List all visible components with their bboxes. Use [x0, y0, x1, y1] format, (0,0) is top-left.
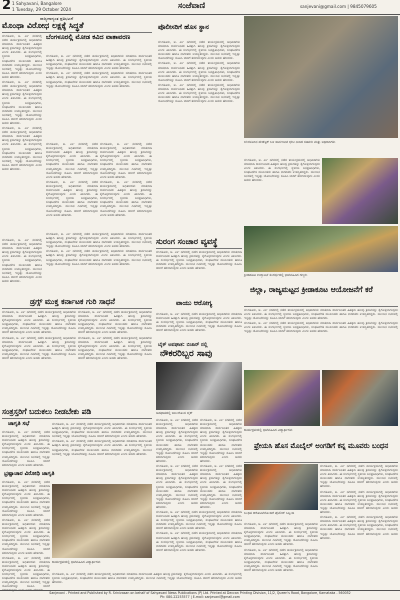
a8-body-2: ಬೆಂಗಳೂರು, ಅ. ೨೮- ನಗರದಲ್ಲಿ ನಡೆದ ಕಾರ್ಯಕ್ರಮದಲ್ಲಿ ಅಧಿಕಾರಿಗಳು ಮಾತನಾಡಿ ಸಾರ್ವಜನಿಕರ ಹಿತಕ್ಕಾಗಿ ಹಲವು ಕ್ರಮಗಳನ್ನು ಕೈಗೊಳ್ಳಲಾಗುವುದು ಎಂದು ತಿಳಿಸಿದರು. ಈ ಸಂದರ್ಭದಲ್ಲಿ ಸ್ಥಳೀಯ ಜನಪ್ರತಿನಿಧಿಗಳು, ಸಂಘಟನೆಗಳ ಮುಖಂಡರು ಹಾಗೂ ನಾಗರಿಕರು ಉಪಸ್ಥಿತರಿದ್ದರು. ಮುಂದಿನ ದಿನಗಳಲ್ಲಿ ಇನ್ನಷ್ಟು ಯೋಜನೆಗಳನ್ನು ರೂಪಿಸಿ ಜಾರಿಗೆ ತರಲಾಗುವುದು ಎಂದು ಅವರು ಹೇಳಿದರು. ಬೆಂಗಳೂರು, ಅ. ೨೮- ನಗರದಲ್ಲಿ ನಡೆದ ಕಾರ್ಯಕ್ರಮದಲ್ಲಿ ಅಧಿಕಾರಿಗಳು ಮಾತನಾಡಿ ಸಾರ್ವಜನಿಕರ ಹಿತಕ್ಕಾಗಿ ಹಲವು ಕ್ರಮಗಳನ್ನು ಕೈಗೊಳ್ಳಲಾಗುವುದು ಎಂದು ತಿಳಿಸಿದರು. ಈ ಸಂದರ್ಭದಲ್ಲಿ ಸ್ಥಳೀಯ ಜನಪ್ರತಿನಿಧಿಗಳು, ಸಂಘಟನೆಗಳ ಮುಖಂಡರು ಹಾಗೂ ನಾಗರಿಕರು ಉಪಸ್ಥಿತರಿದ್ದರು. ಮುಂದಿನ ದಿನಗಳಲ್ಲಿ ಇನ್ನಷ್ಟು ಯೋಜನೆಗಳನ್ನು ರೂಪಿಸಿ ಜಾರಿಗೆ ತರಲಾಗುವುದು ಎಂದು ಅವರು ಹೇಳಿದರು. — [200, 418, 242, 509]
page-header — [0, 0, 400, 15]
caption-accident: ಅಪಘಾತದಲ್ಲಿ ಜಖಂಗೊಂಡ ಬೈಕ್ — [156, 411, 193, 415]
footer-imprint: Sanjevani - Printed and Published by R. Srinivasan on behalf of Sahyavani News Publications (P) Ltd. Printed at Deccan Printing Division, 11/2, Queen's Road, Bangalore, Karnataka - 560052 — [49, 591, 351, 595]
caption-arrest: ಬಂಧಿತ ಆರೋಪಿಗಳೊಂದಿಗೆ ಪೊಲೀಸ್ ಸಿಬ್ಬಂದಿ — [244, 511, 295, 515]
news-photo-event — [244, 370, 320, 426]
a2-body: ಬೆಂಗಳೂರು, ಅ. ೨೮- ನಗರದಲ್ಲಿ ನಡೆದ ಕಾರ್ಯಕ್ರಮದಲ್ಲಿ ಅಧಿಕಾರಿಗಳು ಮಾತನಾಡಿ ಸಾರ್ವಜನಿಕರ ಹಿತಕ್ಕಾಗಿ ಹಲವು ಕ್ರಮಗಳನ್ನು ಕೈಗೊಳ್ಳಲಾಗುವುದು ಎಂದು ತಿಳಿಸಿದರು. ಈ ಸಂದರ್ಭದಲ್ಲಿ ಸ್ಥಳೀಯ ಜನಪ್ರತಿನಿಧಿಗಳು, ಸಂಘಟನೆಗಳ ಮುಖಂಡರು ಹಾಗೂ ನಾಗರಿಕರು ಉಪಸ್ಥಿತರಿದ್ದರು. ಮುಂದಿನ ದಿನಗಳಲ್ಲಿ ಇನ್ನಷ್ಟು ಯೋಜನೆಗಳನ್ನು ರೂಪಿಸಿ ಜಾರಿಗೆ ತರಲಾಗುವುದು ಎಂದು ಅವರು ಹೇಳಿದರು. ಬೆಂಗಳೂರು, ಅ. ೨೮- ನಗರದಲ್ಲಿ ನಡೆದ ಕಾರ್ಯಕ್ರಮದಲ್ಲಿ ಅಧಿಕಾರಿಗಳು ಮಾತನಾಡಿ ಸಾರ್ವಜನಿಕರ ಹಿತಕ್ಕಾಗಿ ಹಲವು ಕ್ರಮಗಳನ್ನು ಕೈಗೊಳ್ಳಲಾಗುವುದು ಎಂದು ತಿಳಿಸಿದರು. ಈ ಸಂದರ್ಭದಲ್ಲಿ ಸ್ಥಳೀಯ ಜನಪ್ರತಿನಿಧಿಗಳು, ಸಂಘಟನೆಗಳ ಮುಖಂಡರು ಹಾಗೂ ನಾಗರಿಕರು ಉಪಸ್ಥಿತರಿದ್ದರು. ಮುಂದಿನ ದಿನಗಳಲ್ಲಿ ಇನ್ನಷ್ಟು ಯೋಜನೆಗಳನ್ನು ರೂಪಿಸಿ ಜಾರಿಗೆ ತರಲಾಗುವುದು ಎಂದು ಅವರು ಹೇಳಿದರು. — [46, 54, 152, 88]
caption-event: ಕಾರ್ಯಕ್ರಮದಲ್ಲಿ ಭಾಗವಹಿಸಿದ ವಿದ್ಯಾರ್ಥಿಗಳು — [244, 428, 293, 432]
a11-body: ಬೆಂಗಳೂರು, ಅ. ೨೮- ನಗರದಲ್ಲಿ ನಡೆದ ಕಾರ್ಯಕ್ರಮದಲ್ಲಿ ಅಧಿಕಾರಿಗಳು ಮಾತನಾಡಿ ಸಾರ್ವಜನಿಕರ ಹಿತಕ್ಕಾಗಿ ಹಲವು ಕ್ರಮಗಳನ್ನು ಕೈಗೊಳ್ಳಲಾಗುವುದು ಎಂದು ತಿಳಿಸಿದರು. ಈ ಸಂದರ್ಭದಲ್ಲಿ ಸ್ಥಳೀಯ ಜನಪ್ರತಿನಿಧಿಗಳು, ಸಂಘಟನೆಗಳ ಮುಖಂಡರು ಹಾಗೂ ನಾಗರಿಕರು ಉಪಸ್ಥಿತರಿದ್ದರು. ಮುಂದಿನ ದಿನಗಳಲ್ಲಿ ಇನ್ನಷ್ಟು ಯೋಜನೆಗಳನ್ನು ರೂಪಿಸಿ ಜಾರಿಗೆ ತರಲಾಗುವುದು ಎಂದು ಅವರು ಹೇಳಿದರು. ಬೆಂಗಳೂರು, ಅ. ೨೮- ನಗರದಲ್ಲಿ ನಡೆದ ಕಾರ್ಯಕ್ರಮದಲ್ಲಿ ಅಧಿಕಾರಿಗಳು ಮಾತನಾಡಿ ಸಾರ್ವಜನಿಕರ ಹಿತಕ್ಕಾಗಿ ಹಲವು ಕ್ರಮಗಳನ್ನು ಕೈಗೊಳ್ಳಲಾಗುವುದು ಎಂದು ತಿಳಿಸಿದರು. ಈ ಸಂದರ್ಭದಲ್ಲಿ ಸ್ಥಳೀಯ ಜನಪ್ರತಿನಿಧಿಗಳು, ಸಂಘಟನೆಗಳ ಮುಖಂಡರು ಹಾಗೂ ನಾಗರಿಕರು ಉಪಸ್ಥಿತರಿದ್ದರು. ಮುಂದಿನ ದಿನಗಳಲ್ಲಿ ಇನ್ನಷ್ಟು ಯೋಜನೆಗಳನ್ನು ರೂಪಿಸಿ ಜಾರಿಗೆ ತರಲಾಗುವುದು ಎಂದು ಅವರು ಹೇಳಿದರು. ಬೆಂಗಳೂರು, ಅ. ೨೮- ನಗರದಲ್ಲಿ ನಡೆದ ಕಾರ್ಯಕ್ರಮದಲ್ಲಿ ಅಧಿಕಾರಿಗಳು ಮಾತನಾಡಿ ಸಾರ್ವಜನಿಕರ ಹಿತಕ್ಕಾಗಿ ಹಲವು ಕ್ರಮಗಳನ್ನು ಕೈಗೊಳ್ಳಲಾಗುವುದು ಎಂದು ತಿಳಿಸಿದರು. ಈ ಸಂದರ್ಭದಲ್ಲಿ ಸ್ಥಳೀಯ ಜನಪ್ರತಿನಿಧಿಗಳು, ಸಂಘಟನೆಗಳ ಮುಖಂಡರು ಹಾಗೂ ನಾಗರಿಕರು ಉಪಸ್ಥಿತರಿದ್ದರು. ಮುಂದಿನ ದಿನಗಳಲ್ಲಿ ಇನ್ನಷ್ಟು ಯೋಜನೆಗಳನ್ನು ರೂಪಿಸಿ ಜಾರಿಗೆ ತರಲಾಗುವುದು ಎಂದು ಅವರು ಹೇಳಿದರು. — [2, 480, 50, 593]
a12-headline: ಫ್ರೇಯಸಿ ಹೊಸ ಮೊಬೈಲ್ ಅಂಗಡಿಗೆ ಕನ್ನ ಮೂವರು ಬಂಧನ — [254, 442, 389, 450]
a1-body-col1: ಬೆಂಗಳೂರು, ಅ. ೨೮- ನಗರದಲ್ಲಿ ನಡೆದ ಕಾರ್ಯಕ್ರಮದಲ್ಲಿ ಅಧಿಕಾರಿಗಳು ಮಾತನಾಡಿ ಸಾರ್ವಜನಿಕರ ಹಿತಕ್ಕಾಗಿ ಹಲವು ಕ್ರಮಗಳನ್ನು ಕೈಗೊಳ್ಳಲಾಗುವುದು ಎಂದು ತಿಳಿಸಿದರು. ಈ ಸಂದರ್ಭದಲ್ಲಿ ಸ್ಥಳೀಯ ಜನಪ್ರತಿನಿಧಿಗಳು, ಸಂಘಟನೆಗಳ ಮುಖಂಡರು ಹಾಗೂ ನಾಗರಿಕರು ಉಪಸ್ಥಿತರಿದ್ದರು. ಮುಂದಿನ ದಿನಗಳಲ್ಲಿ ಇನ್ನಷ್ಟು ಯೋಜನೆಗಳನ್ನು ರೂಪಿಸಿ ಜಾರಿಗೆ ತರಲಾಗುವುದು ಎಂದು ಅವರು ಹೇಳಿದರು. ಬೆಂಗಳೂರು, ಅ. ೨೮- ನಗರದಲ್ಲಿ ನಡೆದ ಕಾರ್ಯಕ್ರಮದಲ್ಲಿ ಅಧಿಕಾರಿಗಳು ಮಾತನಾಡಿ ಸಾರ್ವಜನಿಕರ ಹಿತಕ್ಕಾಗಿ ಹಲವು ಕ್ರಮಗಳನ್ನು ಕೈಗೊಳ್ಳಲಾಗುವುದು ಎಂದು ತಿಳಿಸಿದರು. ಈ ಸಂದರ್ಭದಲ್ಲಿ ಸ್ಥಳೀಯ ಜನಪ್ರತಿನಿಧಿಗಳು, ಸಂಘಟನೆಗಳ ಮುಖಂಡರು ಹಾಗೂ ನಾಗರಿಕರು ಉಪಸ್ಥಿತರಿದ್ದರು. ಮುಂದಿನ ದಿನಗಳಲ್ಲಿ ಇನ್ನಷ್ಟು ಯೋಜನೆಗಳನ್ನು ರೂಪಿಸಿ ಜಾರಿಗೆ ತರಲಾಗುವುದು ಎಂದು ಅವರು ಹೇಳಿದರು. ಬೆಂಗಳೂರು, ಅ. ೨೮- ನಗರದಲ್ಲಿ ನಡೆದ ಕಾರ್ಯಕ್ರಮದಲ್ಲಿ ಅಧಿಕಾರಿಗಳು ಮಾತನಾಡಿ ಸಾರ್ವಜನಿಕರ ಹಿತಕ್ಕಾಗಿ ಹಲವು ಕ್ರಮಗಳನ್ನು ಕೈಗೊಳ್ಳಲಾಗುವುದು ಎಂದು ತಿಳಿಸಿದರು. ಈ ಸಂದರ್ಭದಲ್ಲಿ ಸ್ಥಳೀಯ ಜನಪ್ರತಿನಿಧಿಗಳು, ಸಂಘಟನೆಗಳ ಮುಖಂಡರು ಹಾಗೂ ನಾಗರಿಕರು ಉಪಸ್ಥಿತರಿದ್ದರು. ಮುಂದಿನ ದಿನಗಳಲ್ಲಿ ಇನ್ನಷ್ಟು ಯೋಜನೆಗಳನ್ನು ರೂಪಿಸಿ ಜಾರಿಗೆ ತರಲಾಗುವುದು ಎಂದು ಅವರು ಹೇಳಿದರು. — [2, 34, 42, 171]
a3-body: ಬೆಂಗಳೂರು, ಅ. ೨೮- ನಗರದಲ್ಲಿ ನಡೆದ ಕಾರ್ಯಕ್ರಮದಲ್ಲಿ ಅಧಿಕಾರಿಗಳು ಮಾತನಾಡಿ ಸಾರ್ವಜನಿಕರ ಹಿತಕ್ಕಾಗಿ ಹಲವು ಕ್ರಮಗಳನ್ನು ಕೈಗೊಳ್ಳಲಾಗುವುದು ಎಂದು ತಿಳಿಸಿದರು. ಈ ಸಂದರ್ಭದಲ್ಲಿ ಸ್ಥಳೀಯ ಜನಪ್ರತಿನಿಧಿಗಳು, ಸಂಘಟನೆಗಳ ಮುಖಂಡರು ಹಾಗೂ ನಾಗರಿಕರು ಉಪಸ್ಥಿತರಿದ್ದರು. ಮುಂದಿನ ದಿನಗಳಲ್ಲಿ ಇನ್ನಷ್ಟು ಯೋಜನೆಗಳನ್ನು ರೂಪಿಸಿ ಜಾರಿಗೆ ತರಲಾಗುವುದು ಎಂದು ಅವರು ಹೇಳಿದರು. ಬೆಂಗಳೂರು, ಅ. ೨೮- ನಗರದಲ್ಲಿ ನಡೆದ ಕಾರ್ಯಕ್ರಮದಲ್ಲಿ ಅಧಿಕಾರಿಗಳು ಮಾತನಾಡಿ ಸಾರ್ವಜನಿಕರ ಹಿತಕ್ಕಾಗಿ ಹಲವು ಕ್ರಮಗಳನ್ನು ಕೈಗೊಳ್ಳಲಾಗುವುದು ಎಂದು ತಿಳಿಸಿದರು. ಈ ಸಂದರ್ಭದಲ್ಲಿ ಸ್ಥಳೀಯ ಜನಪ್ರತಿನಿಧಿಗಳು, ಸಂಘಟನೆಗಳ ಮುಖಂಡರು ಹಾಗೂ ನಾಗರಿಕರು ಉಪಸ್ಥಿತರಿದ್ದರು. ಮುಂದಿನ ದಿನಗಳಲ್ಲಿ ಇನ್ನಷ್ಟು ಯೋಜನೆಗಳನ್ನು ರೂಪಿಸಿ ಜಾರಿಗೆ ತರಲಾಗುವುದು ಎಂದು ಅವರು ಹೇಳಿದರು. ಬೆಂಗಳೂರು, ಅ. ೨೮- ನಗರದಲ್ಲಿ ನಡೆದ ಕಾರ್ಯಕ್ರಮದಲ್ಲಿ ಅಧಿಕಾರಿಗಳು ಮಾತನಾಡಿ ಸಾರ್ವಜನಿಕರ ಹಿತಕ್ಕಾಗಿ ಹಲವು ಕ್ರಮಗಳನ್ನು ಕೈಗೊಳ್ಳಲಾಗುವುದು ಎಂದು ತಿಳಿಸಿದರು. ಈ ಸಂದರ್ಭದಲ್ಲಿ ಸ್ಥಳೀಯ ಜನಪ್ರತಿನಿಧಿಗಳು, ಸಂಘಟನೆಗಳ ಮುಖಂಡರು ಹಾಗೂ ನಾಗರಿಕರು ಉಪಸ್ಥಿತರಿದ್ದರು. ಮುಂದಿನ ದಿನಗಳಲ್ಲಿ ಇನ್ನಷ್ಟು ಯೋಜನೆಗಳನ್ನು ರೂಪಿಸಿ ಜಾರಿಗೆ ತರಲಾಗುವುದು ಎಂದು ಅವರು ಹೇಳಿದರು. — [158, 40, 240, 104]
a4-headline: ಸುರಂಗ ಸಂಚಾರ ವ್ಯವಸ್ಥೆ — [156, 237, 218, 246]
date-line: 1 Sahyavani, Bangalore — [12, 1, 62, 6]
news-photo-students — [52, 484, 152, 558]
caption-sports: ಕ್ರೀಡಾಕೂಟ ಉದ್ಘಾಟನೆ ಸಂದರ್ಭದಲ್ಲಿ ಭಾಗವಹಿಸಿದ ಗಣ್ಯರು — [244, 273, 308, 277]
news-photo-side — [322, 158, 398, 224]
a7-body: ಬೆಂಗಳೂರು, ಅ. ೨೮- ನಗರದಲ್ಲಿ ನಡೆದ ಕಾರ್ಯಕ್ರಮದಲ್ಲಿ ಅಧಿಕಾರಿಗಳು ಮಾತನಾಡಿ ಸಾರ್ವಜನಿಕರ ಹಿತಕ್ಕಾಗಿ ಹಲವು ಕ್ರಮಗಳನ್ನು ಕೈಗೊಳ್ಳಲಾಗುವುದು ಎಂದು ತಿಳಿಸಿದರು. ಈ ಸಂದರ್ಭದಲ್ಲಿ ಸ್ಥಳೀಯ ಜನಪ್ರತಿನಿಧಿಗಳು, ಸಂಘಟನೆಗಳ ಮುಖಂಡರು ಹಾಗೂ ನಾಗರಿಕರು ಉಪಸ್ಥಿತರಿದ್ದರು. ಮುಂದಿನ ದಿನಗಳಲ್ಲಿ ಇನ್ನಷ್ಟು ಯೋಜನೆಗಳನ್ನು ರೂಪಿಸಿ ಜಾರಿಗೆ ತರಲಾಗುವುದು ಎಂದು ಅವರು ಹೇಳಿದರು. — [156, 312, 242, 333]
a11-headline: ಭ್ರಷ್ಟಾಚಾರ ವಿರೋಧಿ ಜಾಗೃತಿ — [4, 471, 55, 477]
a9-headline: ಸಂತ್ರಸ್ತರಿಗೆ ಬದುಕಲು ನೀಡಬೇಕು ಪಡಿ — [2, 407, 92, 416]
a7-headline: ವಾಯು ಆರೋಗ್ಯ — [176, 299, 213, 307]
a3-body-right: ಬೆಂಗಳೂರು, ಅ. ೨೮- ನಗರದಲ್ಲಿ ನಡೆದ ಕಾರ್ಯಕ್ರಮದಲ್ಲಿ ಅಧಿಕಾರಿಗಳು ಮಾತನಾಡಿ ಸಾರ್ವಜನಿಕರ ಹಿತಕ್ಕಾಗಿ ಹಲವು ಕ್ರಮಗಳನ್ನು ಕೈಗೊಳ್ಳಲಾಗುವುದು ಎಂದು ತಿಳಿಸಿದರು. ಈ ಸಂದರ್ಭದಲ್ಲಿ ಸ್ಥಳೀಯ ಜನಪ್ರತಿನಿಧಿಗಳು, ಸಂಘಟನೆಗಳ ಮುಖಂಡರು ಹಾಗೂ ನಾಗರಿಕರು ಉಪಸ್ಥಿತರಿದ್ದರು. ಮುಂದಿನ ದಿನಗಳಲ್ಲಿ ಇನ್ನಷ್ಟು ಯೋಜನೆಗಳನ್ನು ರೂಪಿಸಿ ಜಾರಿಗೆ ತರಲಾಗುವುದು ಎಂದು ಅವರು ಹೇಳಿದರು. — [244, 158, 320, 183]
news-photo-event-2 — [322, 370, 398, 426]
divider — [2, 418, 152, 419]
a2-body-cont: ಬೆಂಗಳೂರು, ಅ. ೨೮- ನಗರದಲ್ಲಿ ನಡೆದ ಕಾರ್ಯಕ್ರಮದಲ್ಲಿ ಅಧಿಕಾರಿಗಳು ಮಾತನಾಡಿ ಸಾರ್ವಜನಿಕರ ಹಿತಕ್ಕಾಗಿ ಹಲವು ಕ್ರಮಗಳನ್ನು ಕೈಗೊಳ್ಳಲಾಗುವುದು ಎಂದು ತಿಳಿಸಿದರು. ಈ ಸಂದರ್ಭದಲ್ಲಿ ಸ್ಥಳೀಯ ಜನಪ್ರತಿನಿಧಿಗಳು, ಸಂಘಟನೆಗಳ ಮುಖಂಡರು ಹಾಗೂ ನಾಗರಿಕರು ಉಪಸ್ಥಿತರಿದ್ದರು. ಮುಂದಿನ ದಿನಗಳಲ್ಲಿ ಇನ್ನಷ್ಟು ಯೋಜನೆಗಳನ್ನು ರೂಪಿಸಿ ಜಾರಿಗೆ ತರಲಾಗುವುದು ಎಂದು ಅವರು ಹೇಳಿದರು. ಬೆಂಗಳೂರು, ಅ. ೨೮- ನಗರದಲ್ಲಿ ನಡೆದ ಕಾರ್ಯಕ್ರಮದಲ್ಲಿ ಅಧಿಕಾರಿಗಳು ಮಾತನಾಡಿ ಸಾರ್ವಜನಿಕರ ಹಿತಕ್ಕಾಗಿ ಹಲವು ಕ್ರಮಗಳನ್ನು ಕೈಗೊಳ್ಳಲಾಗುವುದು ಎಂದು ತಿಳಿಸಿದರು. ಈ ಸಂದರ್ಭದಲ್ಲಿ ಸ್ಥಳೀಯ ಜನಪ್ರತಿನಿಧಿಗಳು, ಸಂಘಟನೆಗಳ ಮುಖಂಡರು ಹಾಗೂ ನಾಗರಿಕರು ಉಪಸ್ಥಿತರಿದ್ದರು. ಮುಂದಿನ ದಿನಗಳಲ್ಲಿ ಇನ್ನಷ್ಟು ಯೋಜನೆಗಳನ್ನು ರೂಪಿಸಿ ಜಾರಿಗೆ ತರಲಾಗುವುದು ಎಂದು ಅವರು ಹೇಳಿದರು. — [46, 142, 98, 217]
masthead: ಸಂಜೆವಾಣಿ — [178, 1, 206, 10]
a8-body-cont: ಬೆಂಗಳೂರು, ಅ. ೨೮- ನಗರದಲ್ಲಿ ನಡೆದ ಕಾರ್ಯಕ್ರಮದಲ್ಲಿ ಅಧಿಕಾರಿಗಳು ಮಾತನಾಡಿ ಸಾರ್ವಜನಿಕರ ಹಿತಕ್ಕಾಗಿ ಹಲವು ಕ್ರಮಗಳನ್ನು ಕೈಗೊಳ್ಳಲಾಗುವುದು ಎಂದು ತಿಳಿಸಿದರು. ಈ ಸಂದರ್ಭದಲ್ಲಿ ಸ್ಥಳೀಯ ಜನಪ್ರತಿನಿಧಿಗಳು, ಸಂಘಟನೆಗಳ ಮುಖಂಡರು ಹಾಗೂ ನಾಗರಿಕರು ಉಪಸ್ಥಿತರಿದ್ದರು. ಮುಂದಿನ ದಿನಗಳಲ್ಲಿ ಇನ್ನಷ್ಟು ಯೋಜನೆಗಳನ್ನು ರೂಪಿಸಿ ಜಾರಿಗೆ ತರಲಾಗುವುದು ಎಂದು ಅವರು ಹೇಳಿದರು. ಬೆಂಗಳೂರು, ಅ. ೨೮- ನಗರದಲ್ಲಿ ನಡೆದ ಕಾರ್ಯಕ್ರಮದಲ್ಲಿ ಅಧಿಕಾರಿಗಳು ಮಾತನಾಡಿ ಸಾರ್ವಜನಿಕರ ಹಿತಕ್ಕಾಗಿ ಹಲವು ಕ್ರಮಗಳನ್ನು ಕೈಗೊಳ್ಳಲಾಗುವುದು ಎಂದು ತಿಳಿಸಿದರು. ಈ ಸಂದರ್ಭದಲ್ಲಿ ಸ್ಥಳೀಯ ಜನಪ್ರತಿನಿಧಿಗಳು, ಸಂಘಟನೆಗಳ ಮುಖಂಡರು ಹಾಗೂ ನಾಗರಿಕರು ಉಪಸ್ಥಿತರಿದ್ದರು. ಮುಂದಿನ ದಿನಗಳಲ್ಲಿ ಇನ್ನಷ್ಟು ಯೋಜನೆಗಳನ್ನು ರೂಪಿಸಿ ಜಾರಿಗೆ ತರಲಾಗುವುದು ಎಂದು ಅವರು ಹೇಳಿದರು. — [156, 510, 242, 552]
caption-top: ಬೆಂಗಳೂರಿನ ಮೆಜೆಸ್ಟಿಕ್ ಬಳಿ ಸಾರ್ವಜನಿಕ ಭೇಟಿ ನೀಡಿದ ಸಚಿವರು ಮತ್ತು ಅಧಿಕಾರಿಗಳು — [244, 140, 336, 144]
a2-headline: ಬೆಂಗಳೂರಲ್ಲಿ ಮೋಡ ಕವಿದ ವಾತಾವರಣ — [46, 33, 131, 41]
a8-body: ಬೆಂಗಳೂರು, ಅ. ೨೮- ನಗರದಲ್ಲಿ ನಡೆದ ಕಾರ್ಯಕ್ರಮದಲ್ಲಿ ಅಧಿಕಾರಿಗಳು ಮಾತನಾಡಿ ಸಾರ್ವಜನಿಕರ ಹಿತಕ್ಕಾಗಿ ಹಲವು ಕ್ರಮಗಳನ್ನು ಕೈಗೊಳ್ಳಲಾಗುವುದು ಎಂದು ತಿಳಿಸಿದರು. ಈ ಸಂದರ್ಭದಲ್ಲಿ ಸ್ಥಳೀಯ ಜನಪ್ರತಿನಿಧಿಗಳು, ಸಂಘಟನೆಗಳ ಮುಖಂಡರು ಹಾಗೂ ನಾಗರಿಕರು ಉಪಸ್ಥಿತರಿದ್ದರು. ಮುಂದಿನ ದಿನಗಳಲ್ಲಿ ಇನ್ನಷ್ಟು ಯೋಜನೆಗಳನ್ನು ರೂಪಿಸಿ ಜಾರಿಗೆ ತರಲಾಗುವುದು ಎಂದು ಅವರು ಹೇಳಿದರು. ಬೆಂಗಳೂರು, ಅ. ೨೮- ನಗರದಲ್ಲಿ ನಡೆದ ಕಾರ್ಯಕ್ರಮದಲ್ಲಿ ಅಧಿಕಾರಿಗಳು ಮಾತನಾಡಿ ಸಾರ್ವಜನಿಕರ ಹಿತಕ್ಕಾಗಿ ಹಲವು ಕ್ರಮಗಳನ್ನು ಕೈಗೊಳ್ಳಲಾಗುವುದು ಎಂದು ತಿಳಿಸಿದರು. ಈ ಸಂದರ್ಭದಲ್ಲಿ ಸ್ಥಳೀಯ ಜನಪ್ರತಿನಿಧಿಗಳು, ಸಂಘಟನೆಗಳ ಮುಖಂಡರು ಹಾಗೂ ನಾಗರಿಕರು ಉಪಸ್ಥಿತರಿದ್ದರು. ಮುಂದಿನ ದಿನಗಳಲ್ಲಿ ಇನ್ನಷ್ಟು ಯೋಜನೆಗಳನ್ನು ರೂಪಿಸಿ ಜಾರಿಗೆ ತರಲಾಗುವುದು ಎಂದು ಅವರು ಹೇಳಿದರು. — [156, 418, 198, 509]
a1-kicker: ರಾಜ್ಯದಾದ್ಯಂತ ಪ್ರತಿಭಟನೆ — [40, 16, 74, 21]
caption-students: ಕಾರ್ಯಕ್ರಮದಲ್ಲಿ ಭಾಗವಹಿಸಿದ ವಿದ್ಯಾರ್ಥಿಗಳು — [52, 560, 101, 564]
news-photo-top — [244, 16, 398, 138]
a1-body-cont: ಬೆಂಗಳೂರು, ಅ. ೨೮- ನಗರದಲ್ಲಿ ನಡೆದ ಕಾರ್ಯಕ್ರಮದಲ್ಲಿ ಅಧಿಕಾರಿಗಳು ಮಾತನಾಡಿ ಸಾರ್ವಜನಿಕರ ಹಿತಕ್ಕಾಗಿ ಹಲವು ಕ್ರಮಗಳನ್ನು ಕೈಗೊಳ್ಳಲಾಗುವುದು ಎಂದು ತಿಳಿಸಿದರು. ಈ ಸಂದರ್ಭದಲ್ಲಿ ಸ್ಥಳೀಯ ಜನಪ್ರತಿನಿಧಿಗಳು, ಸಂಘಟನೆಗಳ ಮುಖಂಡರು ಹಾಗೂ ನಾಗರಿಕರು ಉಪಸ್ಥಿತರಿದ್ದರು. ಮುಂದಿನ ದಿನಗಳಲ್ಲಿ ಇನ್ನಷ್ಟು ಯೋಜನೆಗಳನ್ನು ರೂಪಿಸಿ ಜಾರಿಗೆ ತರಲಾಗುವುದು ಎಂದು ಅವರು ಹೇಳಿದರು. — [2, 238, 42, 283]
a8-headline: ನೌಕರರಿಬ್ಬರ ಸಾವು — [160, 349, 213, 359]
a10-headline: ಜಾಗೃತಿ ಸಭೆ — [8, 421, 30, 427]
a1-headline: ಮೊಂಥಾ ವಿರೋಧ ಲಕ್ಷಕ್ಕೆ ಸಿದ್ಧತೆ — [2, 21, 84, 30]
a12-body: ಬೆಂಗಳೂರು, ಅ. ೨೮- ನಗರದಲ್ಲಿ ನಡೆದ ಕಾರ್ಯಕ್ರಮದಲ್ಲಿ ಅಧಿಕಾರಿಗಳು ಮಾತನಾಡಿ ಸಾರ್ವಜನಿಕರ ಹಿತಕ್ಕಾಗಿ ಹಲವು ಕ್ರಮಗಳನ್ನು ಕೈಗೊಳ್ಳಲಾಗುವುದು ಎಂದು ತಿಳಿಸಿದರು. ಈ ಸಂದರ್ಭದಲ್ಲಿ ಸ್ಥಳೀಯ ಜನಪ್ರತಿನಿಧಿಗಳು, ಸಂಘಟನೆಗಳ ಮುಖಂಡರು ಹಾಗೂ ನಾಗರಿಕರು ಉಪಸ್ಥಿತರಿದ್ದರು. ಮುಂದಿನ ದಿನಗಳಲ್ಲಿ ಇನ್ನಷ್ಟು ಯೋಜನೆಗಳನ್ನು ರೂಪಿಸಿ ಜಾರಿಗೆ ತರಲಾಗುವುದು ಎಂದು ಅವರು ಹೇಳಿದರು. ಬೆಂಗಳೂರು, ಅ. ೨೮- ನಗರದಲ್ಲಿ ನಡೆದ ಕಾರ್ಯಕ್ರಮದಲ್ಲಿ ಅಧಿಕಾರಿಗಳು ಮಾತನಾಡಿ ಸಾರ್ವಜನಿಕರ ಹಿತಕ್ಕಾಗಿ ಹಲವು ಕ್ರಮಗಳನ್ನು ಕೈಗೊಳ್ಳಲಾಗುವುದು ಎಂದು ತಿಳಿಸಿದರು. ಈ ಸಂದರ್ಭದಲ್ಲಿ ಸ್ಥಳೀಯ ಜನಪ್ರತಿನಿಧಿಗಳು, ಸಂಘಟನೆಗಳ ಮುಖಂಡರು ಹಾಗೂ ನಾಗರಿಕರು ಉಪಸ್ಥಿತರಿದ್ದರು. ಮುಂದಿನ ದಿನಗಳಲ್ಲಿ ಇನ್ನಷ್ಟು ಯೋಜನೆಗಳನ್ನು ರೂಪಿಸಿ ಜಾರಿಗೆ ತರಲಾಗುವುದು ಎಂದು ಅವರು ಹೇಳಿದರು. — [244, 522, 318, 573]
divider — [2, 308, 152, 309]
a9-body-cont: ಬೆಂಗಳೂರು, ಅ. ೨೮- ನಗರದಲ್ಲಿ ನಡೆದ ಕಾರ್ಯಕ್ರಮದಲ್ಲಿ ಅಧಿಕಾರಿಗಳು ಮಾತನಾಡಿ ಸಾರ್ವಜನಿಕರ ಹಿತಕ್ಕಾಗಿ ಹಲವು ಕ್ರಮಗಳನ್ನು ಕೈಗೊಳ್ಳಲಾಗುವುದು ಎಂದು ತಿಳಿಸಿದರು. ಈ ಸಂದರ್ಭದಲ್ಲಿ ಸ್ಥಳೀಯ ಜನಪ್ರತಿನಿಧಿಗಳು, ಸಂಘಟನೆಗಳ ಮುಖಂಡರು ಹಾಗೂ ನಾಗರಿಕರು ಉಪಸ್ಥಿತರಿದ್ದರು. ಮುಂದಿನ ದಿನಗಳಲ್ಲಿ ಇನ್ನಷ್ಟು ಯೋಜನೆಗಳನ್ನು ರೂಪಿಸಿ ಜಾರಿಗೆ ತರಲಾಗುವುದು ಎಂದು ಅವರು ಹೇಳಿದರು. — [52, 572, 242, 585]
divider — [156, 248, 242, 249]
a2-body-cont2: ಬೆಂಗಳೂರು, ಅ. ೨೮- ನಗರದಲ್ಲಿ ನಡೆದ ಕಾರ್ಯಕ್ರಮದಲ್ಲಿ ಅಧಿಕಾರಿಗಳು ಮಾತನಾಡಿ ಸಾರ್ವಜನಿಕರ ಹಿತಕ್ಕಾಗಿ ಹಲವು ಕ್ರಮಗಳನ್ನು ಕೈಗೊಳ್ಳಲಾಗುವುದು ಎಂದು ತಿಳಿಸಿದರು. ಈ ಸಂದರ್ಭದಲ್ಲಿ ಸ್ಥಳೀಯ ಜನಪ್ರತಿನಿಧಿಗಳು, ಸಂಘಟನೆಗಳ ಮುಖಂಡರು ಹಾಗೂ ನಾಗರಿಕರು ಉಪಸ್ಥಿತರಿದ್ದರು. ಮುಂದಿನ ದಿನಗಳಲ್ಲಿ ಇನ್ನಷ್ಟು ಯೋಜನೆಗಳನ್ನು ರೂಪಿಸಿ ಜಾರಿಗೆ ತರಲಾಗುವುದು ಎಂದು ಅವರು ಹೇಳಿದರು. ಬೆಂಗಳೂರು, ಅ. ೨೮- ನಗರದಲ್ಲಿ ನಡೆದ ಕಾರ್ಯಕ್ರಮದಲ್ಲಿ ಅಧಿಕಾರಿಗಳು ಮಾತನಾಡಿ ಸಾರ್ವಜನಿಕರ ಹಿತಕ್ಕಾಗಿ ಹಲವು ಕ್ರಮಗಳನ್ನು ಕೈಗೊಳ್ಳಲಾಗುವುದು ಎಂದು ತಿಳಿಸಿದರು. ಈ ಸಂದರ್ಭದಲ್ಲಿ ಸ್ಥಳೀಯ ಜನಪ್ರತಿನಿಧಿಗಳು, ಸಂಘಟನೆಗಳ ಮುಖಂಡರು ಹಾಗೂ ನಾಗರಿಕರು ಉಪಸ್ಥಿತರಿದ್ದರು. ಮುಂದಿನ ದಿನಗಳಲ್ಲಿ ಇನ್ನಷ್ಟು ಯೋಜನೆಗಳನ್ನು ರೂಪಿಸಿ ಜಾರಿಗೆ ತರಲಾಗುವುದು ಎಂದು ಅವರು ಹೇಳಿದರು. — [100, 142, 152, 217]
a6-body: ಬೆಂಗಳೂರು, ಅ. ೨೮- ನಗರದಲ್ಲಿ ನಡೆದ ಕಾರ್ಯಕ್ರಮದಲ್ಲಿ ಅಧಿಕಾರಿಗಳು ಮಾತನಾಡಿ ಸಾರ್ವಜನಿಕರ ಹಿತಕ್ಕಾಗಿ ಹಲವು ಕ್ರಮಗಳನ್ನು ಕೈಗೊಳ್ಳಲಾಗುವುದು ಎಂದು ತಿಳಿಸಿದರು. ಈ ಸಂದರ್ಭದಲ್ಲಿ ಸ್ಥಳೀಯ ಜನಪ್ರತಿನಿಧಿಗಳು, ಸಂಘಟನೆಗಳ ಮುಖಂಡರು ಹಾಗೂ ನಾಗರಿಕರು ಉಪಸ್ಥಿತರಿದ್ದರು. ಮುಂದಿನ ದಿನಗಳಲ್ಲಿ ಇನ್ನಷ್ಟು ಯೋಜನೆಗಳನ್ನು ರೂಪಿಸಿ ಜಾರಿಗೆ ತರಲಾಗುವುದು ಎಂದು ಅವರು ಹೇಳಿದರು. ಬೆಂಗಳೂರು, ಅ. ೨೮- ನಗರದಲ್ಲಿ ನಡೆದ ಕಾರ್ಯಕ್ರಮದಲ್ಲಿ ಅಧಿಕಾರಿಗಳು ಮಾತನಾಡಿ ಸಾರ್ವಜನಿಕರ ಹಿತಕ್ಕಾಗಿ ಹಲವು ಕ್ರಮಗಳನ್ನು ಕೈಗೊಳ್ಳಲಾಗುವುದು ಎಂದು ತಿಳಿಸಿದರು. ಈ ಸಂದರ್ಭದಲ್ಲಿ ಸ್ಥಳೀಯ ಜನಪ್ರತಿನಿಧಿಗಳು, ಸಂಘಟನೆಗಳ ಮುಖಂಡರು ಹಾಗೂ ನಾಗರಿಕರು ಉಪಸ್ಥಿತರಿದ್ದರು. ಮುಂದಿನ ದಿನಗಳಲ್ಲಿ ಇನ್ನಷ್ಟು ಯೋಜನೆಗಳನ್ನು ರೂಪಿಸಿ ಜಾರಿಗೆ ತರಲಾಗುವುದು ಎಂದು ಅವರು ಹೇಳಿದರು. — [2, 310, 76, 361]
a5-body: ಬೆಂಗಳೂರು, ಅ. ೨೮- ನಗರದಲ್ಲಿ ನಡೆದ ಕಾರ್ಯಕ್ರಮದಲ್ಲಿ ಅಧಿಕಾರಿಗಳು ಮಾತನಾಡಿ ಸಾರ್ವಜನಿಕರ ಹಿತಕ್ಕಾಗಿ ಹಲವು ಕ್ರಮಗಳನ್ನು ಕೈಗೊಳ್ಳಲಾಗುವುದು ಎಂದು ತಿಳಿಸಿದರು. ಈ ಸಂದರ್ಭದಲ್ಲಿ ಸ್ಥಳೀಯ ಜನಪ್ರತಿನಿಧಿಗಳು, ಸಂಘಟನೆಗಳ ಮುಖಂಡರು ಹಾಗೂ ನಾಗರಿಕರು ಉಪಸ್ಥಿತರಿದ್ದರು. ಮುಂದಿನ ದಿನಗಳಲ್ಲಿ ಇನ್ನಷ್ಟು ಯೋಜನೆಗಳನ್ನು ರೂಪಿಸಿ ಜಾರಿಗೆ ತರಲಾಗುವುದು ಎಂದು ಅವರು ಹೇಳಿದರು. ಬೆಂಗಳೂರು, ಅ. ೨೮- ನಗರದಲ್ಲಿ ನಡೆದ ಕಾರ್ಯಕ್ರಮದಲ್ಲಿ ಅಧಿಕಾರಿಗಳು ಮಾತನಾಡಿ ಸಾರ್ವಜನಿಕರ ಹಿತಕ್ಕಾಗಿ ಹಲವು ಕ್ರಮಗಳನ್ನು ಕೈಗೊಳ್ಳಲಾಗುವುದು ಎಂದು ತಿಳಿಸಿದರು. ಈ ಸಂದರ್ಭದಲ್ಲಿ ಸ್ಥಳೀಯ ಜನಪ್ರತಿನಿಧಿಗಳು, ಸಂಘಟನೆಗಳ ಮುಖಂಡರು ಹಾಗೂ ನಾಗರಿಕರು ಉಪಸ್ಥಿತರಿದ್ದರು. ಮುಂದಿನ ದಿನಗಳಲ್ಲಿ ಇನ್ನಷ್ಟು ಯೋಜನೆಗಳನ್ನು ರೂಪಿಸಿ ಜಾರಿಗೆ ತರಲಾಗುವುದು ಎಂದು ಅವರು ಹೇಳಿದರು. — [244, 308, 398, 334]
a3-headline: ಪೊಲೀಸರಿಗೆ ಹೊಸ ಸ್ಥಾನ — [158, 23, 209, 31]
a10-body: ಬೆಂಗಳೂರು, ಅ. ೨೮- ನಗರದಲ್ಲಿ ನಡೆದ ಕಾರ್ಯಕ್ರಮದಲ್ಲಿ ಅಧಿಕಾರಿಗಳು ಮಾತನಾಡಿ ಸಾರ್ವಜನಿಕರ ಹಿತಕ್ಕಾಗಿ ಹಲವು ಕ್ರಮಗಳನ್ನು ಕೈಗೊಳ್ಳಲಾಗುವುದು ಎಂದು ತಿಳಿಸಿದರು. ಈ ಸಂದರ್ಭದಲ್ಲಿ ಸ್ಥಳೀಯ ಜನಪ್ರತಿನಿಧಿಗಳು, ಸಂಘಟನೆಗಳ ಮುಖಂಡರು ಹಾಗೂ ನಾಗರಿಕರು ಉಪಸ್ಥಿತರಿದ್ದರು. ಮುಂದಿನ ದಿನಗಳಲ್ಲಿ ಇನ್ನಷ್ಟು ಯೋಜನೆಗಳನ್ನು ರೂಪಿಸಿ ಜಾರಿಗೆ ತರಲಾಗುವುದು ಎಂದು ಅವರು ಹೇಳಿದರು. — [2, 430, 50, 467]
news-photo-sports — [244, 226, 398, 272]
page-number: 2 — [2, 0, 12, 13]
a6-headline: ಡ್ರಗ್ಸ್ ಮುಕ್ತ ಕರ್ನಾಟಕ ಗುರಿ ಸಾಧನೆ — [30, 297, 115, 306]
print-footer — [0, 590, 400, 600]
mid-body: ಬೆಂಗಳೂರು, ಅ. ೨೮- ನಗರದಲ್ಲಿ ನಡೆದ ಕಾರ್ಯಕ್ರಮದಲ್ಲಿ ಅಧಿಕಾರಿಗಳು ಮಾತನಾಡಿ ಸಾರ್ವಜನಿಕರ ಹಿತಕ್ಕಾಗಿ ಹಲವು ಕ್ರಮಗಳನ್ನು ಕೈಗೊಳ್ಳಲಾಗುವುದು ಎಂದು ತಿಳಿಸಿದರು. ಈ ಸಂದರ್ಭದಲ್ಲಿ ಸ್ಥಳೀಯ ಜನಪ್ರತಿನಿಧಿಗಳು, ಸಂಘಟನೆಗಳ ಮುಖಂಡರು ಹಾಗೂ ನಾಗರಿಕರು ಉಪಸ್ಥಿತರಿದ್ದರು. ಮುಂದಿನ ದಿನಗಳಲ್ಲಿ ಇನ್ನಷ್ಟು ಯೋಜನೆಗಳನ್ನು ರೂಪಿಸಿ ಜಾರಿಗೆ ತರಲಾಗುವುದು ಎಂದು ಅವರು ಹೇಳಿದರು. ಬೆಂಗಳೂರು, ಅ. ೨೮- ನಗರದಲ್ಲಿ ನಡೆದ ಕಾರ್ಯಕ್ರಮದಲ್ಲಿ ಅಧಿಕಾರಿಗಳು ಮಾತನಾಡಿ ಸಾರ್ವಜನಿಕರ ಹಿತಕ್ಕಾಗಿ ಹಲವು ಕ್ರಮಗಳನ್ನು ಕೈಗೊಳ್ಳಲಾಗುವುದು ಎಂದು ತಿಳಿಸಿದರು. ಈ ಸಂದರ್ಭದಲ್ಲಿ ಸ್ಥಳೀಯ ಜನಪ್ರತಿನಿಧಿಗಳು, ಸಂಘಟನೆಗಳ ಮುಖಂಡರು ಹಾಗೂ ನಾಗರಿಕರು ಉಪಸ್ಥಿತರಿದ್ದರು. ಮುಂದಿನ ದಿನಗಳಲ್ಲಿ ಇನ್ನಷ್ಟು ಯೋಜನೆಗಳನ್ನು ರೂಪಿಸಿ ಜಾರಿಗೆ ತರಲಾಗುವುದು ಎಂದು ಅವರು ಹೇಳಿದರು. — [46, 232, 152, 266]
a6-body-2: ಬೆಂಗಳೂರು, ಅ. ೨೮- ನಗರದಲ್ಲಿ ನಡೆದ ಕಾರ್ಯಕ್ರಮದಲ್ಲಿ ಅಧಿಕಾರಿಗಳು ಮಾತನಾಡಿ ಸಾರ್ವಜನಿಕರ ಹಿತಕ್ಕಾಗಿ ಹಲವು ಕ್ರಮಗಳನ್ನು ಕೈಗೊಳ್ಳಲಾಗುವುದು ಎಂದು ತಿಳಿಸಿದರು. ಈ ಸಂದರ್ಭದಲ್ಲಿ ಸ್ಥಳೀಯ ಜನಪ್ರತಿನಿಧಿಗಳು, ಸಂಘಟನೆಗಳ ಮುಖಂಡರು ಹಾಗೂ ನಾಗರಿಕರು ಉಪಸ್ಥಿತರಿದ್ದರು. ಮುಂದಿನ ದಿನಗಳಲ್ಲಿ ಇನ್ನಷ್ಟು ಯೋಜನೆಗಳನ್ನು ರೂಪಿಸಿ ಜಾರಿಗೆ ತರಲಾಗುವುದು ಎಂದು ಅವರು ಹೇಳಿದರು. ಬೆಂಗಳೂರು, ಅ. ೨೮- ನಗರದಲ್ಲಿ ನಡೆದ ಕಾರ್ಯಕ್ರಮದಲ್ಲಿ ಅಧಿಕಾರಿಗಳು ಮಾತನಾಡಿ ಸಾರ್ವಜನಿಕರ ಹಿತಕ್ಕಾಗಿ ಹಲವು ಕ್ರಮಗಳನ್ನು ಕೈಗೊಳ್ಳಲಾಗುವುದು ಎಂದು ತಿಳಿಸಿದರು. ಈ ಸಂದರ್ಭದಲ್ಲಿ ಸ್ಥಳೀಯ ಜನಪ್ರತಿನಿಧಿಗಳು, ಸಂಘಟನೆಗಳ ಮುಖಂಡರು ಹಾಗೂ ನಾಗರಿಕರು ಉಪಸ್ಥಿತರಿದ್ದರು. ಮುಂದಿನ ದಿನಗಳಲ್ಲಿ ಇನ್ನಷ್ಟು ಯೋಜನೆಗಳನ್ನು ರೂಪಿಸಿ ಜಾರಿಗೆ ತರಲಾಗುವುದು ಎಂದು ಅವರು ಹೇಳಿದರು. — [78, 310, 152, 361]
contact-line: sanjevani@gmail.com | 9845079605 — [300, 4, 377, 9]
news-photo-arrest — [244, 464, 318, 510]
divider — [244, 306, 398, 307]
footer-contact: Ph: 080-22253577 | E-mail: sanjevani@gmail.com — [160, 595, 240, 599]
a8-kicker: ಬೈಕ್ ಅಪಘಾತ: ಬಿಜಾರ್ ನಲ್ಲಿ — [158, 342, 208, 348]
a5-headline: ಜಿಲ್ಲಾ, ರಾಜ್ಯಮಟ್ಟದ ಕ್ರೀಡಾಕೂಟ ಆಯೋಜನೆಗೆ ಕರೆ — [250, 285, 373, 294]
a4-body: ಬೆಂಗಳೂರು, ಅ. ೨೮- ನಗರದಲ್ಲಿ ನಡೆದ ಕಾರ್ಯಕ್ರಮದಲ್ಲಿ ಅಧಿಕಾರಿಗಳು ಮಾತನಾಡಿ ಸಾರ್ವಜನಿಕರ ಹಿತಕ್ಕಾಗಿ ಹಲವು ಕ್ರಮಗಳನ್ನು ಕೈಗೊಳ್ಳಲಾಗುವುದು ಎಂದು ತಿಳಿಸಿದರು. ಈ ಸಂದರ್ಭದಲ್ಲಿ ಸ್ಥಳೀಯ ಜನಪ್ರತಿನಿಧಿಗಳು, ಸಂಘಟನೆಗಳ ಮುಖಂಡರು ಹಾಗೂ ನಾಗರಿಕರು ಉಪಸ್ಥಿತರಿದ್ದರು. ಮುಂದಿನ ದಿನಗಳಲ್ಲಿ ಇನ್ನಷ್ಟು ಯೋಜನೆಗಳನ್ನು ರೂಪಿಸಿ ಜಾರಿಗೆ ತರಲಾಗುವುದು ಎಂದು ಅವರು ಹೇಳಿದರು. — [156, 250, 242, 271]
a12-body-right: ಬೆಂಗಳೂರು, ಅ. ೨೮- ನಗರದಲ್ಲಿ ನಡೆದ ಕಾರ್ಯಕ್ರಮದಲ್ಲಿ ಅಧಿಕಾರಿಗಳು ಮಾತನಾಡಿ ಸಾರ್ವಜನಿಕರ ಹಿತಕ್ಕಾಗಿ ಹಲವು ಕ್ರಮಗಳನ್ನು ಕೈಗೊಳ್ಳಲಾಗುವುದು ಎಂದು ತಿಳಿಸಿದರು. ಈ ಸಂದರ್ಭದಲ್ಲಿ ಸ್ಥಳೀಯ ಜನಪ್ರತಿನಿಧಿಗಳು, ಸಂಘಟನೆಗಳ ಮುಖಂಡರು ಹಾಗೂ ನಾಗರಿಕರು ಉಪಸ್ಥಿತರಿದ್ದರು. ಮುಂದಿನ ದಿನಗಳಲ್ಲಿ ಇನ್ನಷ್ಟು ಯೋಜನೆಗಳನ್ನು ರೂಪಿಸಿ ಜಾರಿಗೆ ತರಲಾಗುವುದು ಎಂದು ಅವರು ಹೇಳಿದರು. ಬೆಂಗಳೂರು, ಅ. ೨೮- ನಗರದಲ್ಲಿ ನಡೆದ ಕಾರ್ಯಕ್ರಮದಲ್ಲಿ ಅಧಿಕಾರಿಗಳು ಮಾತನಾಡಿ ಸಾರ್ವಜನಿಕರ ಹಿತಕ್ಕಾಗಿ ಹಲವು ಕ್ರಮಗಳನ್ನು ಕೈಗೊಳ್ಳಲಾಗುವುದು ಎಂದು ತಿಳಿಸಿದರು. ಈ ಸಂದರ್ಭದಲ್ಲಿ ಸ್ಥಳೀಯ ಜನಪ್ರತಿನಿಧಿಗಳು, ಸಂಘಟನೆಗಳ ಮುಖಂಡರು ಹಾಗೂ ನಾಗರಿಕರು ಉಪಸ್ಥಿತರಿದ್ದರು. ಮುಂದಿನ ದಿನಗಳಲ್ಲಿ ಇನ್ನಷ್ಟು ಯೋಜನೆಗಳನ್ನು ರೂಪಿಸಿ ಜಾರಿಗೆ ತರಲಾಗುವುದು ಎಂದು ಅವರು ಹೇಳಿದರು. ಬೆಂಗಳೂರು, ಅ. ೨೮- ನಗರದಲ್ಲಿ ನಡೆದ ಕಾರ್ಯಕ್ರಮದಲ್ಲಿ ಅಧಿಕಾರಿಗಳು ಮಾತನಾಡಿ ಸಾರ್ವಜನಿಕರ ಹಿತಕ್ಕಾಗಿ ಹಲವು ಕ್ರಮಗಳನ್ನು ಕೈಗೊಳ್ಳಲಾಗುವುದು ಎಂದು ತಿಳಿಸಿದರು. ಈ ಸಂದರ್ಭದಲ್ಲಿ ಸ್ಥಳೀಯ ಜನಪ್ರತಿನಿಧಿಗಳು, ಸಂಘಟನೆಗಳ ಮುಖಂಡರು ಹಾಗೂ ನಾಗರಿಕರು ಉಪಸ್ಥಿತರಿದ್ದರು. ಮುಂದಿನ ದಿನಗಳಲ್ಲಿ ಇನ್ನಷ್ಟು ಯೋಜನೆಗಳನ್ನು ರೂಪಿಸಿ ಜಾರಿಗೆ ತರಲಾಗುವುದು ಎಂದು ಅವರು ಹೇಳಿದರು. — [320, 464, 398, 540]
date-english: 1 Tuesday, 29 October 2024 — [12, 7, 72, 12]
a9-body: ಬೆಂಗಳೂರು, ಅ. ೨೮- ನಗರದಲ್ಲಿ ನಡೆದ ಕಾರ್ಯಕ್ರಮದಲ್ಲಿ ಅಧಿಕಾರಿಗಳು ಮಾತನಾಡಿ ಸಾರ್ವಜನಿಕರ ಹಿತಕ್ಕಾಗಿ ಹಲವು ಕ್ರಮಗಳನ್ನು ಕೈಗೊಳ್ಳಲಾಗುವುದು ಎಂದು ತಿಳಿಸಿದರು. ಈ ಸಂದರ್ಭದಲ್ಲಿ ಸ್ಥಳೀಯ ಜನಪ್ರತಿನಿಧಿಗಳು, ಸಂಘಟನೆಗಳ ಮುಖಂಡರು ಹಾಗೂ ನಾಗರಿಕರು ಉಪಸ್ಥಿತರಿದ್ದರು. ಮುಂದಿನ ದಿನಗಳಲ್ಲಿ ಇನ್ನಷ್ಟು ಯೋಜನೆಗಳನ್ನು ರೂಪಿಸಿ ಜಾರಿಗೆ ತರಲಾಗುವುದು ಎಂದು ಅವರು ಹೇಳಿದರು. ಬೆಂಗಳೂರು, ಅ. ೨೮- ನಗರದಲ್ಲಿ ನಡೆದ ಕಾರ್ಯಕ್ರಮದಲ್ಲಿ ಅಧಿಕಾರಿಗಳು ಮಾತನಾಡಿ ಸಾರ್ವಜನಿಕರ ಹಿತಕ್ಕಾಗಿ ಹಲವು ಕ್ರಮಗಳನ್ನು ಕೈಗೊಳ್ಳಲಾಗುವುದು ಎಂದು ತಿಳಿಸಿದರು. ಈ ಸಂದರ್ಭದಲ್ಲಿ ಸ್ಥಳೀಯ ಜನಪ್ರತಿನಿಧಿಗಳು, ಸಂಘಟನೆಗಳ ಮುಖಂಡರು ಹಾಗೂ ನಾಗರಿಕರು ಉಪಸ್ಥಿತರಿದ್ದರು. ಮುಂದಿನ ದಿನಗಳಲ್ಲಿ ಇನ್ನಷ್ಟು ಯೋಜನೆಗಳನ್ನು ರೂಪಿಸಿ ಜಾರಿಗೆ ತರಲಾಗುವುದು ಎಂದು ಅವರು ಹೇಳಿದರು. — [52, 422, 152, 456]
news-photo-accident — [156, 362, 242, 410]
divider — [244, 462, 398, 463]
